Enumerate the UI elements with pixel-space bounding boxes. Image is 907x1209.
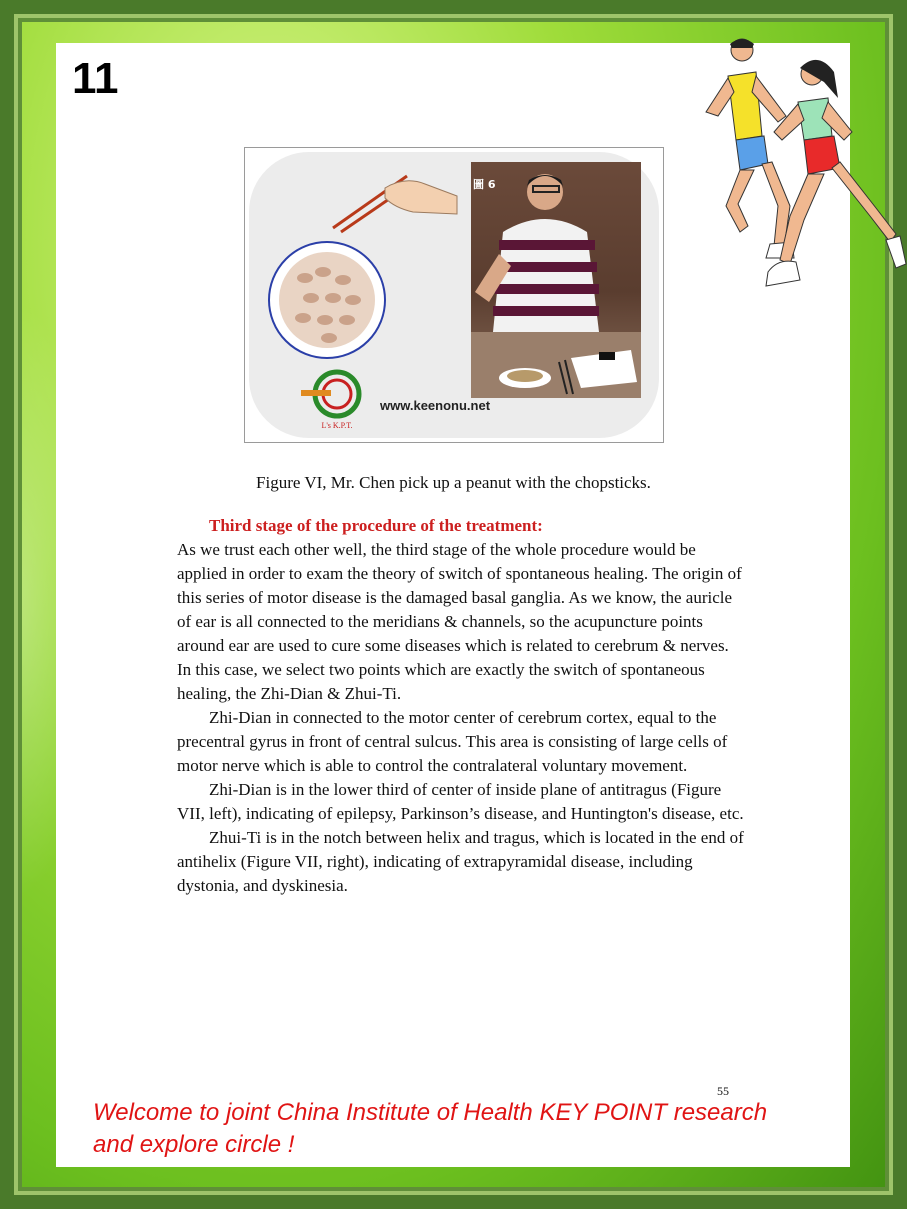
peanut-bowl-icon [269, 242, 385, 358]
chopsticks-hand-icon [333, 176, 457, 232]
slide-number: 11 [72, 54, 119, 103]
paragraph-3: Zhi-Dian is in the lower third of center of inside plane of antitragus (Figure VII, left), indicating of epilepsy, Parkinson’s disease, and Huntington's disease, etc. [177, 780, 744, 823]
photo-content [471, 162, 641, 398]
photo-mr-chen [471, 162, 641, 398]
body-text [177, 514, 747, 898]
paragraph-4: Zhui-Ti is in the notch between helix and tragus, which is located in the end of antihelix (Figure VII, right), indicating of extrapyramidal disease, including dystonia, and dyskinesia. [177, 828, 744, 895]
institute-logo [301, 372, 359, 430]
svg-text:L's K.P.T.: L's K.P.T. [321, 421, 353, 430]
figure-caption: Figure VI, Mr. Chen pick up a peanut with the chopsticks. [256, 473, 651, 492]
welcome-line-1: Welcome to joint China Institute of Health KEY POINT research [93, 1099, 768, 1126]
welcome-banner [93, 1097, 833, 1161]
photo-label: 圖 6 [473, 178, 496, 191]
page-number: 55 [717, 1084, 729, 1098]
section-heading: Third stage of the procedure of the treatment: [209, 516, 543, 535]
paragraph-1: As we trust each other well, the third stage of the whole procedure would be applied in order to exam the theory of switch of spontaneous healing. The origin of this series of motor disease is the damaged basal ganglia. As we know, the auricle of ear is all connected to the meridians & channels, so the acupuncture points around ear are used to cure some diseases which is related to cerebrum & nerves. In this case, we select two points which are exactly the switch of spontaneous healing, the Zhi-Dian & Zhui-Ti. [177, 540, 742, 703]
website-url: www.keenonu.net [380, 398, 491, 413]
welcome-line-2: and explore circle ! [93, 1131, 295, 1158]
runners-illustration [700, 36, 907, 304]
paragraph-2: Zhi-Dian in connected to the motor center of cerebrum cortex, equal to the precentral gyrus in front of central sulcus. This area is consisting of large cells of motor nerve which is able to control the contralateral voluntary movement. [177, 708, 728, 775]
figure-image [244, 147, 664, 443]
